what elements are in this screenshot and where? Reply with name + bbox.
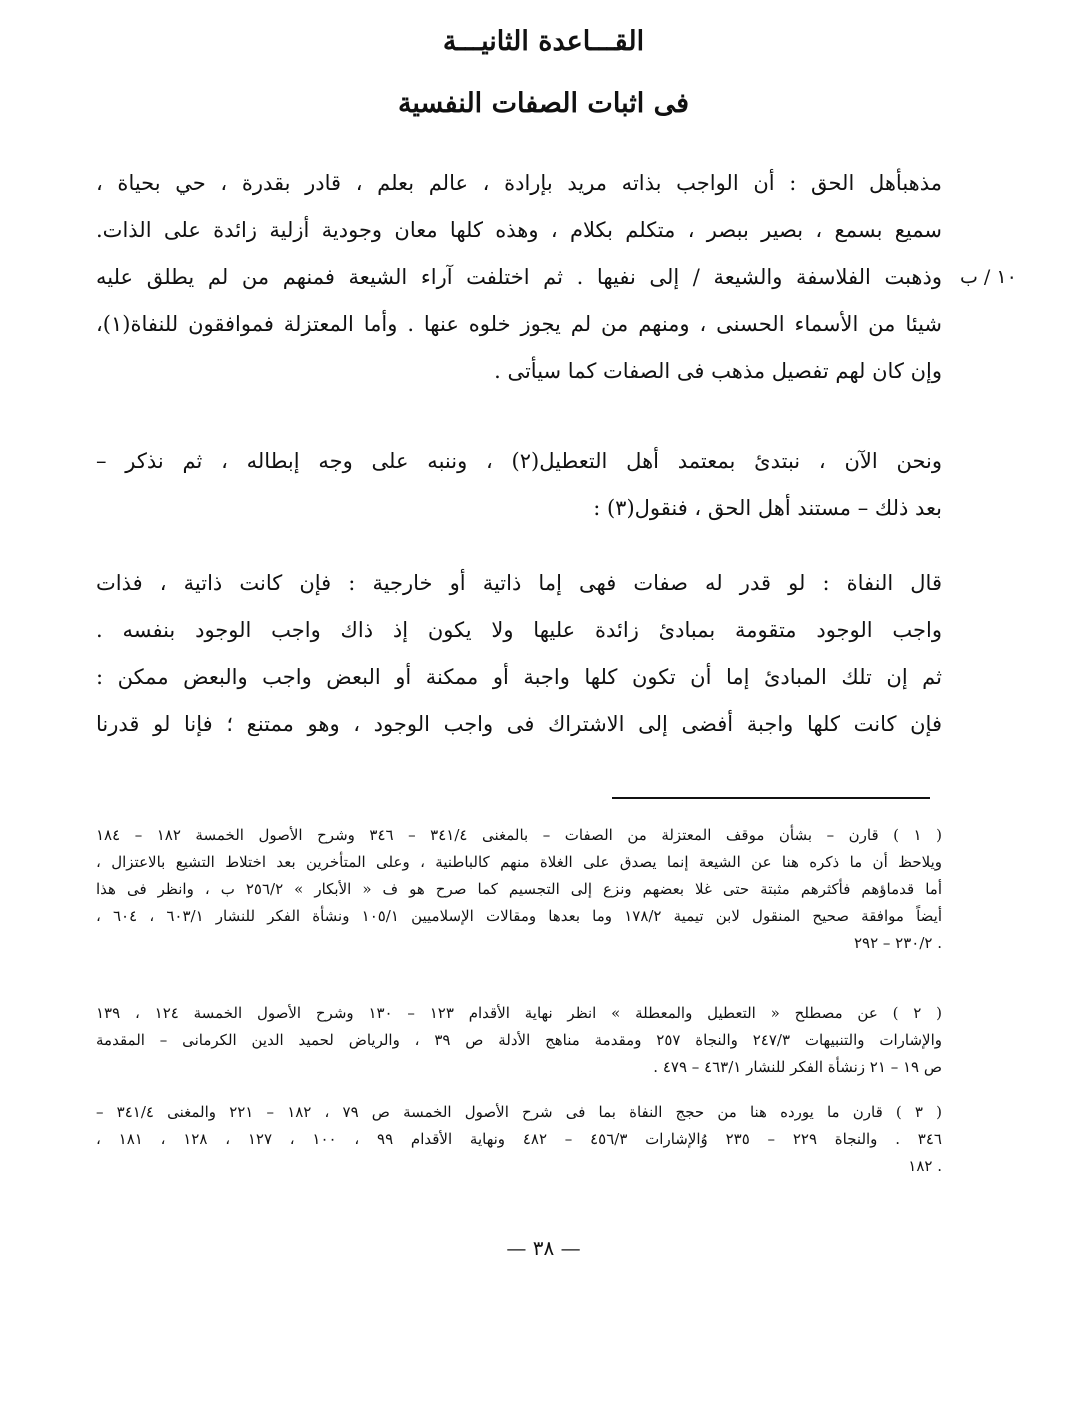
footnote-divider	[612, 797, 930, 799]
page-number: — ٣٨ —	[506, 1236, 581, 1260]
text-line: بعد ذلك – مستند أهل الحق ، فنقول(٣) :	[593, 496, 942, 520]
footnote-2	[96, 1000, 942, 1081]
footnote-line: والإشارات والتنبيهات ٢٤٧/٣ والنجاة ٢٥٧ ومقدمة مناهج الأدلة ص ٣٩ ، والرياض لحميد الدين الكرمانى – المقدمة	[96, 1031, 942, 1049]
text-line: ثم إن تلك المبادئ إما أن تكون كلها واجبة أو ممكنة أو البعض واجب والبعض ممكن :	[96, 665, 942, 689]
footnote-line: أيضاً موافقة صحيح المنقول لابن تيمية ١٧٨/٢ وما بعدها ومقالات الإسلاميين ١٠٥/١ ونشأة الفكر للنشار ٦٠٣/١ ، ٦٠٤ ،	[96, 907, 942, 925]
text-line: فإن كانت كلها واجبة أفضى إلى الاشتراك فى واجب الوجود ، وهو ممتنع ؛ فإنا لو قدرنا	[96, 712, 942, 736]
paragraph-doctrine	[96, 160, 942, 395]
subject-title: فى اثبات الصفات النفسية	[397, 88, 690, 119]
footnote-line: أما قدماؤهم فأكثرهم مثبتة حتى غلا بعضهم ونزع إلى التجسيم كما صرح هو ف « الأبكار » ٢٥٦/٢ ب ، وانظر فى هذا	[96, 880, 942, 898]
text-line: وإن كان لهم تفصيل مذهب فى الصفات كما سيأتى .	[494, 359, 942, 383]
text-line: مذهبأهل الحق : أن الواجب بذاته مريد بإرادة ، عالم بعلم ، قادر بقدرة ، حي بحياة ،	[96, 171, 942, 195]
footnote-line: ( ٢ ) عن مصطلح « التعطيل والمعطلة » انظر نهاية الأقدام ١٢٣ – ١٣٠ وشرح الأصول الخمسة ١٢٤ ، ١٣٩	[96, 1004, 942, 1022]
footnote-line: ويلاحظ أن ما ذكره هنا عن الشيعة إنما يصدق على الغلاة منهم كالباطنية ، وعلى المتأخرين بعد اختلاط التشيع بالاعتزال ،	[96, 853, 942, 871]
rule-title: القـــاعدة الثانيـــة	[442, 26, 645, 57]
text-line: شيئا من الأسماء الحسنى ، ومنهم من لم يجوز خلوه عنها . وأما المعتزلة فموافقون للنفاة(١)،	[96, 312, 942, 336]
paragraph-argument	[96, 560, 942, 748]
footnote-line: ٢٣٠/٢ – ٢٩٢ .	[853, 934, 942, 952]
footnote-1	[96, 822, 942, 957]
footnote-line: ١٨٢ .	[908, 1157, 942, 1175]
folio-margin-note: ١٠ / ب	[960, 266, 1017, 288]
text-line: سميع بسمع ، بصير ببصر ، متكلم بكلام ، وهذه كلها معان وجودية أزلية زائدة على الذات.	[96, 218, 942, 242]
footnote-line: ص ١٩ – ٢١ زنشأة الفكر للنشار ٤٦٣/١ – ٤٧٩ .	[653, 1058, 942, 1076]
footnote-line: ٣٤٦ . والنجاة ٢٢٩ – ٢٣٥ وُالإشارات ٤٥٦/٣ – ٤٨٢ ونهاية الأقدام ٩٩ ، ١٠٠ ، ١٢٧ ، ١٢٨ ، ١٨١ ،	[96, 1130, 942, 1148]
text-line: قال النفاة : لو قدر له صفات فهى إما ذاتية أو خارجية : فإن كانت ذاتية ، فذات	[96, 571, 942, 595]
footnote-line: ( ١ ) قارن – بشأن موقف المعتزلة من الصفات – بالمغنى ٣٤١/٤ – ٣٤٦ وشرح الأصول الخمسة ١٨٢ – ١٨٤	[96, 826, 942, 844]
text-line: ونحن الآن ، نبتدئ بمعتمد أهل التعطيل(٢) ، وننبه على وجه إبطاله ، ثم نذكر –	[96, 449, 942, 473]
text-line: وذهبت الفلاسفة والشيعة / إلى نفيها . ثم اختلفت آراء الشيعة فمنهم من لم يطلق عليه	[96, 265, 942, 289]
text-line: واجب الوجود متقومة بمبادئ زائدة عليها ولا يكون إذ ذاك واجب الوجود بنفسه .	[96, 618, 942, 642]
footnote-line: ( ٣ ) قارن ما يورده هنا من حجج النفاة بما فى شرح الأصول الخمسة ص ٧٩ ، ١٨٢ – ٢٢١ والمغنى ٣٤١/٤ –	[96, 1103, 942, 1121]
paragraph-intro	[96, 438, 942, 532]
footnote-3	[96, 1099, 942, 1180]
